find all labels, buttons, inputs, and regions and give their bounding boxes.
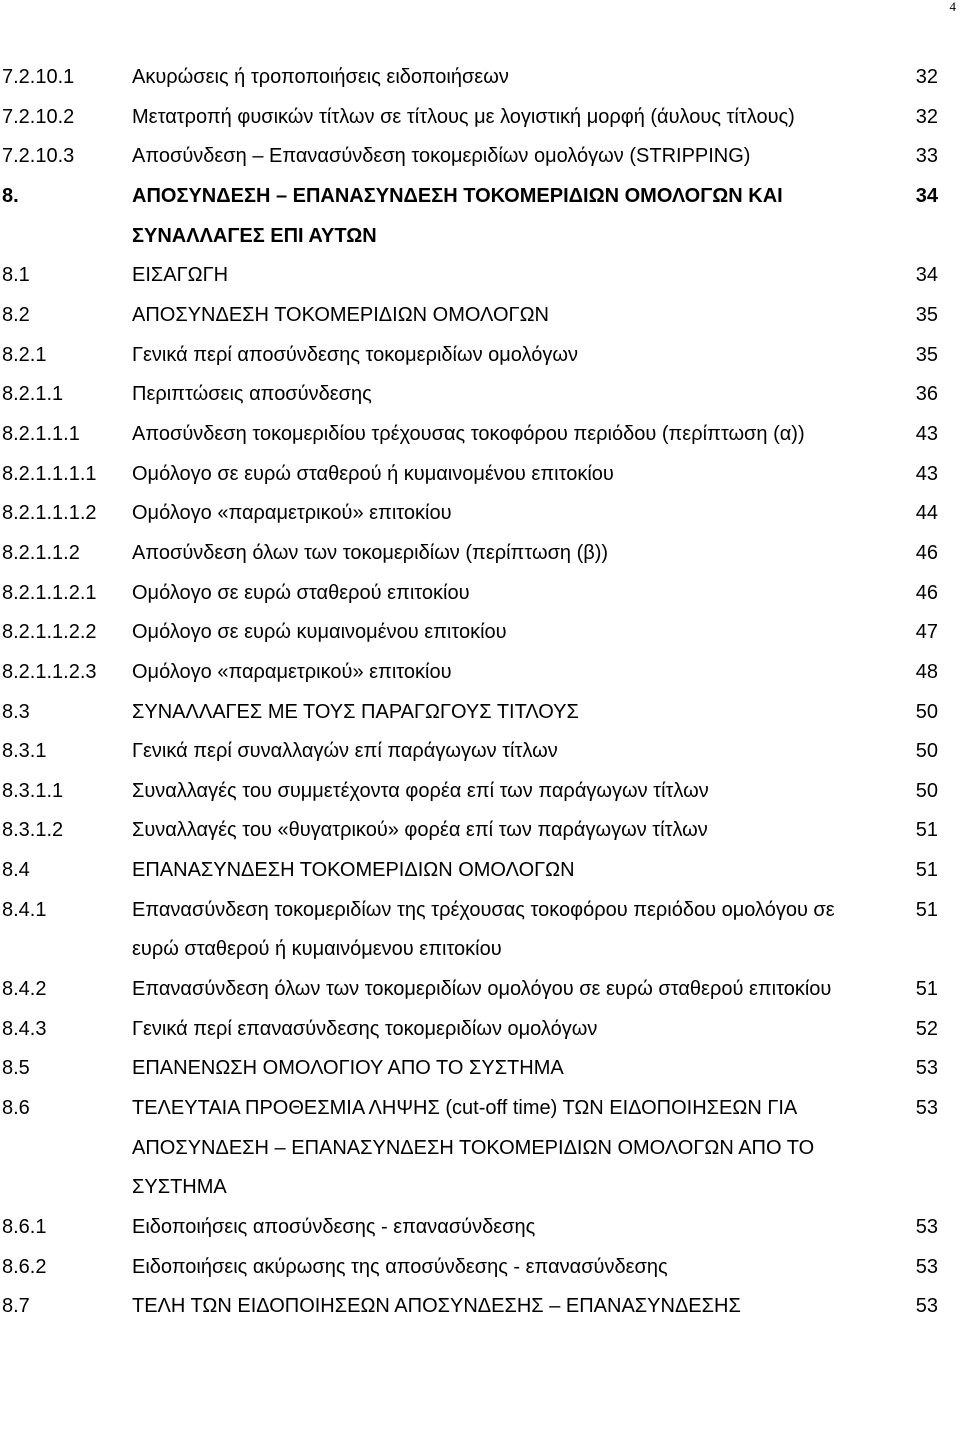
toc-entry-title: Αποσύνδεση τοκομεριδίου τρέχουσας τοκοφόρου περιόδου (περίπτωση (α)) (132, 422, 805, 445)
toc-entry-title: Συναλλαγές του συμμετέχοντα φορέα επί των παράγωγων τίτλων (132, 779, 709, 802)
toc-entry[interactable] (0, 494, 960, 534)
toc-entry-page: 53 (915, 1216, 938, 1239)
toc-entry[interactable] (0, 1089, 960, 1208)
toc-entry[interactable] (0, 811, 960, 851)
toc-entry-title: Γενικά περί αποσύνδεσης τοκομεριδίων ομολόγων (132, 343, 578, 366)
toc-entry[interactable] (0, 1248, 960, 1288)
toc-entry-number: 8.7 (2, 1295, 30, 1318)
toc-entry[interactable] (0, 177, 960, 256)
toc-entry-number: 7.2.10.3 (2, 145, 75, 168)
toc-entry-number: 7.2.10.2 (2, 105, 75, 128)
toc-entry[interactable] (0, 534, 960, 574)
toc-entry[interactable] (0, 455, 960, 495)
toc-entry-page: 51 (915, 859, 938, 882)
toc-entry-page: 50 (915, 700, 938, 723)
toc-entry-number: 8.6.2 (2, 1255, 47, 1278)
toc-entry-page: 47 (915, 621, 938, 644)
toc-entry-page: 32 (915, 105, 938, 128)
toc-entry-number: 8.4.1 (2, 898, 47, 921)
toc-entry-title: ΤΕΛΕΥΤΑΙΑ ΠΡΟΘΕΣΜΙΑ ΛΗΨΗΣ (cut-off time) ΤΩΝ ΕΙΔΟΠΟΙΗΣΕΩΝ ΓΙΑ ΑΠΟΣΥΝΔΕΣΗ – ΕΠΑΝΑΣΥΝΔΕΣΗ ΤΟΚΟΜΕΡΙΔΙΩΝ ΟΜΟΛΟΓΩΝ ΑΠΟ ΤΟ ΣΥΣΤΗΜΑ (132, 1097, 815, 1199)
toc-entry-title: Μετατροπή φυσικών τίτλων σε τίτλους με λογιστική μορφή (άυλους τίτλους) (132, 105, 795, 128)
toc-entry-page: 51 (915, 819, 938, 842)
toc-entry-title: Γενικά περί επανασύνδεσης τοκομεριδίων ομολόγων (132, 1017, 598, 1040)
toc-entry-number: 8.2.1.1.2 (2, 541, 80, 564)
toc-entry-title: Επανασύνδεση όλων των τοκομεριδίων ομολόγου σε ευρώ σταθερού επιτοκίου (132, 978, 832, 1001)
toc-entry-page: 50 (915, 779, 938, 802)
toc-entry-title: Περιπτώσεις αποσύνδεσης (132, 383, 372, 406)
toc-entry[interactable] (0, 296, 960, 336)
toc-entry-number: 8.2.1.1.2.2 (2, 621, 97, 644)
toc-entry-number: 8.3.1.2 (2, 819, 64, 842)
toc-entry-number: 8.2.1.1 (2, 383, 64, 406)
toc-entry-number: 7.2.10.1 (2, 66, 75, 88)
toc-entry[interactable] (0, 970, 960, 1010)
toc-entry-page: 53 (915, 1097, 938, 1120)
toc-entry[interactable] (0, 137, 960, 177)
toc-entry-title: Ομόλογο «παραμετρικού» επιτοκίου (132, 660, 452, 683)
toc-entry-page: 46 (915, 541, 938, 564)
toc-entry-title: Ειδοποιήσεις αποσύνδεσης - επανασύνδεσης (132, 1216, 536, 1239)
toc-entry-page: 32 (915, 66, 938, 88)
toc-entry[interactable] (0, 613, 960, 653)
toc-entry[interactable] (0, 891, 960, 970)
toc-entry-number: 8.6 (2, 1097, 30, 1120)
toc-entry-title: ΕΠΑΝΕΝΩΣΗ ΟΜΟΛΟΓΙΟΥ ΑΠΟ ΤΟ ΣΥΣΤΗΜΑ (132, 1057, 564, 1080)
toc-entry-page: 35 (915, 303, 938, 326)
toc-entry-page: 43 (915, 422, 938, 445)
toc-entry-title: Ομόλογο σε ευρώ σταθερού επιτοκίου (132, 581, 470, 604)
toc-entry-title: Αποσύνδεση – Επανασύνδεση τοκομεριδίων ομολόγων (STRIPPING) (132, 145, 751, 168)
toc-entry[interactable] (0, 851, 960, 891)
toc-entry[interactable] (0, 653, 960, 693)
toc-entry-title: Συναλλαγές του «θυγατρικού» φορέα επί των παράγωγων τίτλων (132, 819, 708, 842)
toc-entry-number: 8.2.1.1.1 (2, 422, 80, 445)
toc-entry[interactable] (0, 58, 960, 98)
toc-entry-title: ΤΕΛΗ ΤΩΝ ΕΙΔΟΠΟΙΗΣΕΩΝ ΑΠΟΣΥΝΔΕΣΗΣ – ΕΠΑΝΑΣΥΝΔΕΣΗΣ (132, 1295, 741, 1318)
toc-entry-page: 34 (915, 264, 938, 287)
toc-entry-page: 50 (915, 740, 938, 763)
toc-entry-number: 8.1 (2, 264, 30, 287)
toc-entry-page: 46 (915, 581, 938, 604)
toc-entry-number: 8.4.3 (2, 1017, 47, 1040)
toc-entry-number: 8.2.1.1.2.3 (2, 660, 97, 683)
toc-entry-page: 53 (915, 1057, 938, 1080)
toc-entry[interactable] (0, 98, 960, 138)
table-of-contents (0, 58, 960, 1327)
toc-entry-title: Ακυρώσεις ή τροποποιήσεις ειδοποιήσεων (132, 66, 509, 88)
toc-entry-number: 8.6.1 (2, 1216, 47, 1239)
toc-entry-title: ΣΥΝΑΛΛΑΓΕΣ ΜΕ ΤΟΥΣ ΠΑΡΑΓΩΓΟΥΣ ΤΙΤΛΟΥΣ (132, 700, 579, 723)
toc-entry-page: 35 (915, 343, 938, 366)
toc-entry[interactable] (0, 1049, 960, 1089)
toc-entry-page: 33 (915, 145, 938, 168)
toc-entry-title: Ειδοποιήσεις ακύρωσης της αποσύνδεσης - επανασύνδεσης (132, 1255, 668, 1278)
toc-entry-title: Επανασύνδεση τοκομεριδίων της τρέχουσας τοκοφόρου περιόδου ομολόγου σε ευρώ σταθερού ή κυμαινόμενου επιτοκίου (132, 898, 835, 961)
toc-entry-title: ΑΠΟΣΥΝΔΕΣΗ ΤΟΚΟΜΕΡΙΔΙΩΝ ΟΜΟΛΟΓΩΝ (132, 303, 549, 326)
toc-entry[interactable] (0, 415, 960, 455)
toc-entry-number: 8.3.1.1 (2, 779, 64, 802)
toc-entry-title: Ομόλογο σε ευρώ κυμαινομένου επιτοκίου (132, 621, 507, 644)
toc-entry-page: 44 (915, 502, 938, 525)
toc-entry-page: 52 (915, 1017, 938, 1040)
toc-entry-number: 8.2.1.1.1.2 (2, 502, 97, 525)
toc-entry[interactable] (0, 1208, 960, 1248)
toc-entry-number: 8.2 (2, 303, 30, 326)
toc-entry-number: 8. (2, 184, 19, 207)
toc-entry-number: 8.3 (2, 700, 30, 723)
toc-entry-number: 8.2.1.1.2.1 (2, 581, 97, 604)
toc-entry[interactable] (0, 256, 960, 296)
toc-entry-title: ΕΠΑΝΑΣΥΝΔΕΣΗ ΤΟΚΟΜΕΡΙΔΙΩΝ ΟΜΟΛΟΓΩΝ (132, 859, 575, 882)
toc-entry-number: 8.2.1.1.1.1 (2, 462, 97, 485)
toc-entry[interactable] (0, 772, 960, 812)
toc-entry-page: 53 (915, 1255, 938, 1278)
toc-entry-page: 36 (915, 383, 938, 406)
toc-entry-number: 8.4.2 (2, 978, 47, 1001)
toc-entry-page: 53 (915, 1295, 938, 1318)
toc-entry-page: 51 (915, 898, 938, 921)
toc-entry[interactable] (0, 693, 960, 733)
toc-entry-title: Αποσύνδεση όλων των τοκομεριδίων (περίπτωση (β)) (132, 541, 609, 564)
toc-entry[interactable] (0, 375, 960, 415)
toc-entry-title: Γενικά περί συναλλαγών επί παράγωγων τίτλων (132, 740, 558, 763)
toc-entry-page: 43 (915, 462, 938, 485)
toc-entry-page: 34 (915, 184, 938, 207)
toc-entry-title: ΕΙΣΑΓΩΓΗ (132, 264, 229, 287)
toc-entry[interactable] (0, 574, 960, 614)
toc-entry-page: 51 (915, 978, 938, 1001)
toc-entry-number: 8.4 (2, 859, 30, 882)
toc-entry-number: 8.5 (2, 1057, 30, 1080)
toc-entry-number: 8.3.1 (2, 740, 47, 763)
toc-entry-title: ΑΠΟΣΥΝΔΕΣΗ – ΕΠΑΝΑΣΥΝΔΕΣΗ ΤΟΚΟΜΕΡΙΔΙΩΝ ΟΜΟΛΟΓΩΝ ΚΑΙ ΣΥΝΑΛΛΑΓΕΣ ΕΠΙ ΑΥΤΩΝ (132, 184, 783, 247)
toc-entry-page: 48 (915, 660, 938, 683)
toc-entry-title: Ομόλογο «παραμετρικού» επιτοκίου (132, 502, 452, 525)
toc-entry-title: Ομόλογο σε ευρώ σταθερού ή κυμαινομένου επιτοκίου (132, 462, 614, 485)
page-number: 4 (949, 0, 956, 14)
toc-entry-number: 8.2.1 (2, 343, 47, 366)
toc-entry[interactable] (0, 732, 960, 772)
toc-entry[interactable] (0, 1010, 960, 1050)
toc-entry[interactable] (0, 1287, 960, 1327)
toc-entry[interactable] (0, 336, 960, 376)
